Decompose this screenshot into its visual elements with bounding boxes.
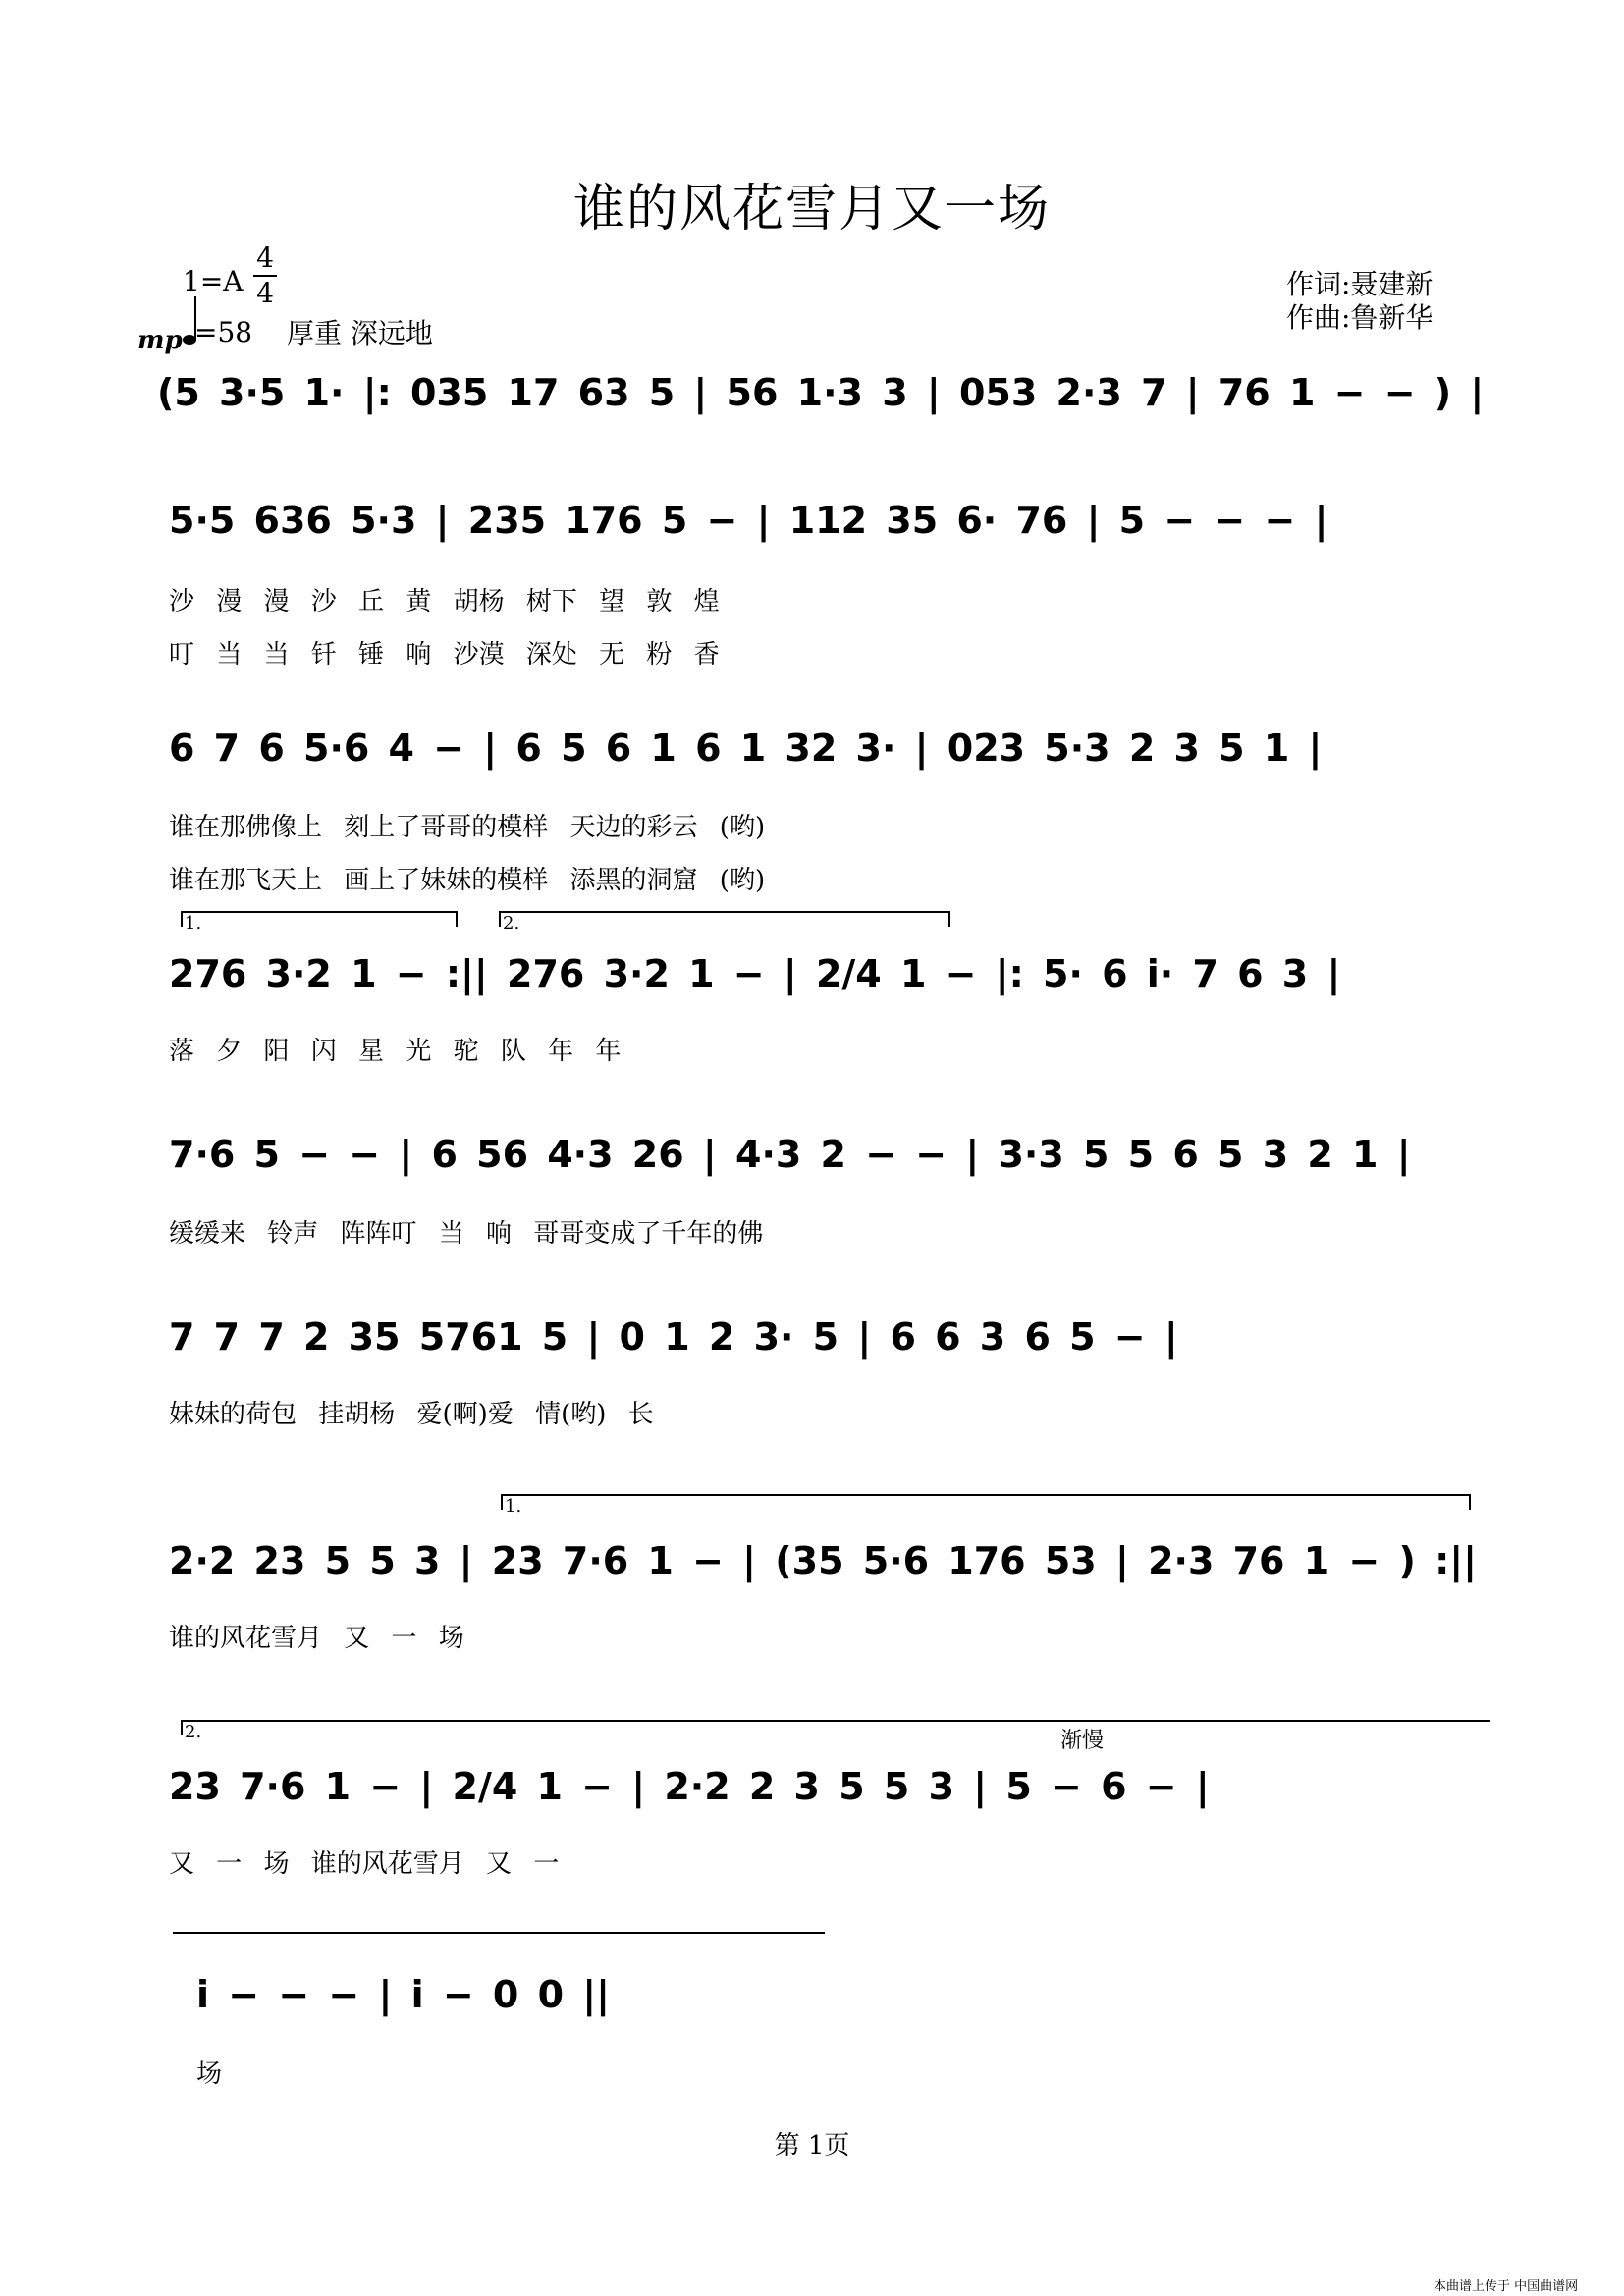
score-row-7-notes: 2·2 23 5 5 3 | 23 7·6 1 − | (35 5·6 176 53 | 2·3 76 1 − ) :|| (169, 1539, 1478, 1582)
score-row-1-notes: (5 3·5 1· |: 035 17 63 5 | 56 1·3 3 | 053 2·3 7 | 76 1 − − ) | (157, 371, 1485, 414)
score-row-5-notes: 7·6 5 − − | 6 56 4·3 26 | 4·3 2 − − | 3·3 5 5 6 5 3 2 1 | (169, 1133, 1411, 1176)
score-row-6-notes: 7 7 7 2 35 5761 5 | 0 1 2 3· 5 | 6 6 3 6 5 − | (169, 1315, 1178, 1359)
ritardando-mark: 渐慢 (1060, 1729, 1105, 1753)
volta-bracket-4 (181, 1720, 1490, 1735)
score-row-6-lyric-1: 妹妹的荷包 挂胡杨 爱(啊)爱 情(哟) 长 (169, 1400, 654, 1429)
volta-label-3: 1. (505, 1496, 522, 1517)
score-row-9-lyric-1: 场 (196, 2059, 223, 2089)
volta-label-1: 1. (185, 913, 202, 934)
dynamic-mark: mp (137, 326, 183, 355)
tempo-mark: =58 (194, 316, 253, 348)
time-signature-top: 4 (256, 241, 274, 274)
page-title: 谁的风花雪月又一场 (572, 180, 1051, 239)
volta-label-2: 2. (503, 913, 520, 934)
volta-bracket-2 (499, 911, 950, 927)
score-row-3-notes: 6 7 6 5·6 4 − | 6 5 6 1 6 1 32 3· | 023 5·3 2 3 5 1 | (169, 726, 1323, 770)
time-signature-bottom: 4 (256, 277, 274, 309)
time-signature (253, 241, 277, 310)
score-row-9-notes: i − − − | i − 0 0 || (196, 1973, 610, 2016)
score-row-2-lyric-2: 叮 当 当 钎 锤 响 沙漠 深处 无 粉 香 (169, 640, 720, 669)
page-number: 第 1页 (774, 2131, 850, 2161)
score-row-3-lyric-2: 谁在那飞天上 画上了妹妹的模样 添黑的洞窟 (哟) (169, 866, 766, 895)
composer-credit: 作曲:鲁新华 (1286, 301, 1434, 334)
score-row-2-notes: 5·5 636 5·3 | 235 176 5 − | 112 35 6· 76 | 5 − − − | (169, 499, 1328, 542)
volta-bracket-3 (501, 1494, 1471, 1510)
watermark: 本曲谱上传于 中国曲谱网 (1434, 2279, 1579, 2294)
score-row-3-lyric-1: 谁在那佛像上 刻上了哥哥的模样 天边的彩云 (哟) (169, 813, 766, 842)
volta-label-4: 2. (185, 1722, 202, 1742)
score-row-7-lyric-1: 谁的风花雪月 又 一 场 (169, 1624, 464, 1653)
key-signature: 1=A (183, 265, 244, 297)
score-row-4-notes: 276 3·2 1 − :|| 276 3·2 1 − | 2/4 1 − |: 5· 6 i· 7 6 3 | (169, 952, 1341, 995)
score-row-4-lyric-1: 落 夕 阳 闪 星 光 驼 队 年 年 (169, 1037, 622, 1066)
score-row-2-lyric-1: 沙 漫 漫 沙 丘 黄 胡杨 树下 望 敦 煌 (169, 587, 720, 616)
score-row-5-lyric-1: 缓缓来 铃声 阵阵叮 当 响 哥哥变成了千年的佛 (169, 1219, 764, 1249)
score-row-8-notes: 23 7·6 1 − | 2/4 1 − | 2·2 2 3 5 5 3 | 5 − 6 − | (169, 1765, 1210, 1808)
continuation-line (173, 1932, 825, 1934)
lyricist-credit: 作词:聂建新 (1286, 268, 1434, 300)
score-row-8-lyric-1: 又 一 场 谁的风花雪月 又 一 (169, 1849, 560, 1879)
expression-mark: 厚重 深远地 (287, 317, 433, 349)
volta-bracket-1 (181, 911, 458, 927)
